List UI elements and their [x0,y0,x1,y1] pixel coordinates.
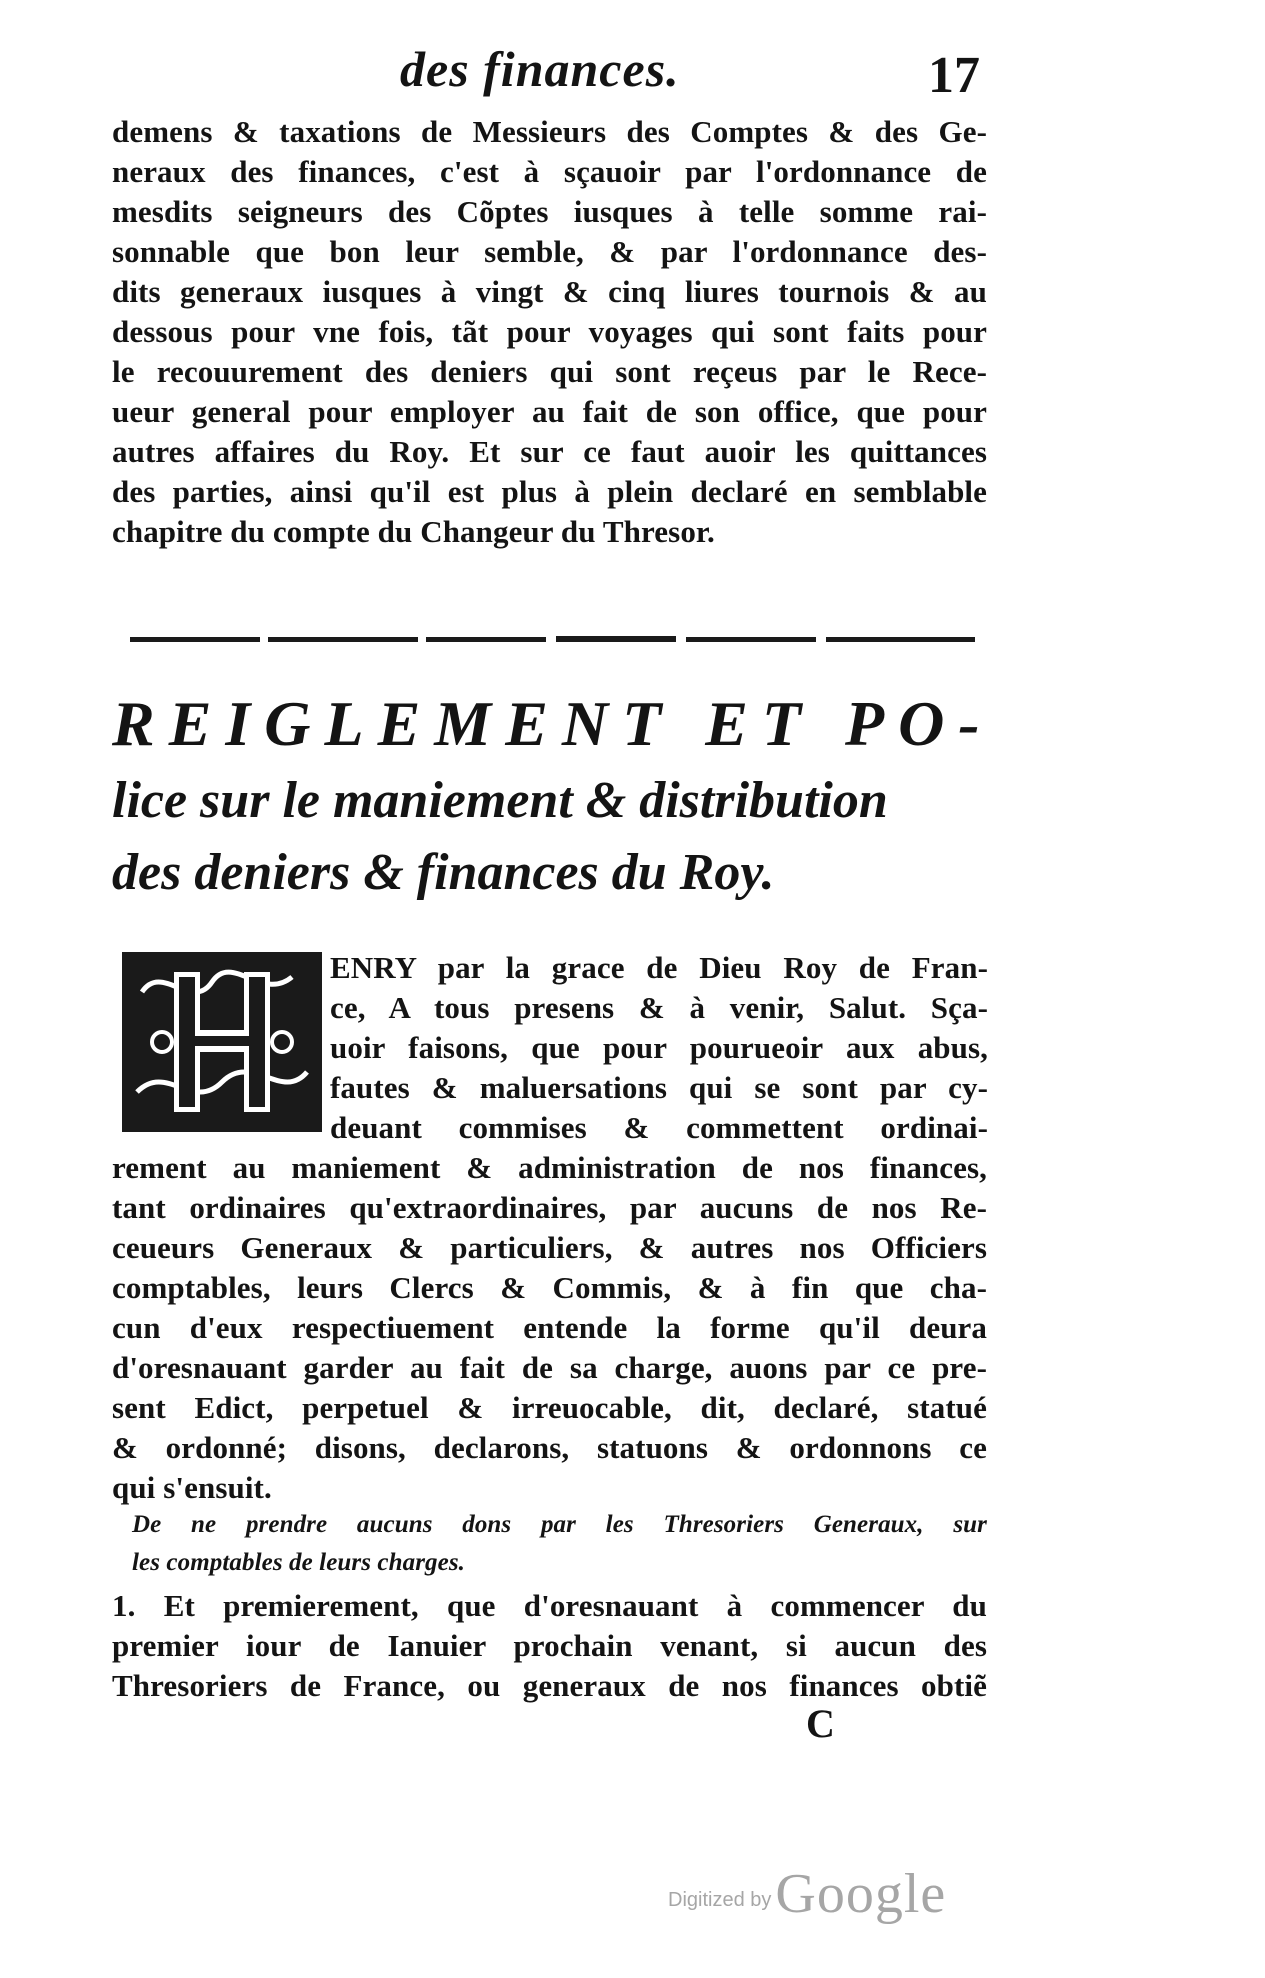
text-line: ENRY par la grace de Dieu Roy de Fran- [330,950,988,985]
text-line: autres affaires du Roy. Et sur ce faut auoir les quittances [112,434,987,469]
heading-text: REIGLEMENT ET PO- [112,688,994,759]
text-line: mesdits seigneurs des Cõptes iusques à telle somme rai- [112,194,987,229]
section-heading-line-3 [112,842,992,904]
text-line: ceueurs Generaux & particuliers, & autres nos Officiers [112,1230,987,1265]
heading-text: lice sur le maniement & distribution [112,772,888,829]
ornamental-rule [130,635,975,643]
text-line: demens & taxations de Messieurs des Comptes & des Ge- [112,114,987,149]
text-line: fautes & maluersations qui se sont par cy- [330,1070,988,1105]
text-line: tant ordinaires qu'extraordinaires, par aucuns de nos Re- [112,1190,987,1225]
text-line: ueur general pour employer au fait de son office, que pour [112,394,987,429]
signature-mark: C [806,1701,835,1746]
text-line: les comptables de leurs charges. [132,1549,466,1576]
text-line: d'oresnauant garder au fait de sa charge, auons par ce pre- [112,1350,987,1385]
text-line: ce, A tous presens & à venir, Salut. Sça- [330,990,988,1025]
text-line: le recouurement des deniers qui sont reçeus par le Rece- [112,354,987,389]
section-heading-line-1 [112,688,992,760]
text-line: cun d'eux respectiuement entende la forme qu'il deura [112,1310,987,1345]
main-paragraph [112,1148,987,1508]
text-line: De ne prendre aucuns dons par les Thresoriers Generaux, sur [132,1511,987,1538]
text-line: qui s'ensuit. [112,1470,272,1505]
text-line: & ordonné; disons, declarons, statuons & ordonnons ce [112,1430,987,1465]
page-number: 17 [928,47,980,104]
text-line: neraux des finances, c'est à sçauoir par l'ordonnance de [112,154,987,189]
opening-paragraph [330,948,988,1148]
digitized-watermark [668,1862,946,1926]
text-line: chapitre du compte du Changeur du Thresor. [112,514,715,549]
text-line: 1. Et premierement, que d'oresnauant à commencer du [112,1588,987,1623]
article-paragraph [112,1586,987,1706]
text-line: comptables, leurs Clercs & Commis, & à fin que cha- [112,1270,987,1305]
watermark-prefix: Digitized by [668,1889,772,1911]
heading-text: des deniers & finances du Roy. [112,844,775,901]
article-heading [132,1506,987,1582]
text-line: sonnable que bon leur semble, & par l'ordonnance des- [112,234,987,269]
text-line: dessous pour vne fois, tãt pour voyages qui sont faits pour [112,314,987,349]
text-line: uoir faisons, que pour pourueoir aux abus, [330,1030,988,1065]
text-line: premier iour de Ianuier prochain venant, si aucun des [112,1628,987,1663]
text-line: Thresoriers de France, ou generaux de nos finances obtiẽ [112,1668,987,1703]
section-heading-line-2 [112,770,992,832]
ornamental-initial-icon [122,952,322,1132]
running-head: des finances. [400,41,680,97]
text-line: rement au maniement & administration de nos finances, [112,1150,987,1185]
text-line: sent Edict, perpetuel & irreuocable, dit, declaré, statué [112,1390,987,1425]
text-line: des parties, ainsi qu'il est plus à plein declaré en semblable [112,474,987,509]
text-line: dits generaux iusques à vingt & cinq liures tournois & au [112,274,987,309]
watermark-brand: Google [775,1863,947,1925]
top-paragraph [112,112,987,552]
text-line: deuant commises & commettent ordinai- [330,1110,988,1145]
